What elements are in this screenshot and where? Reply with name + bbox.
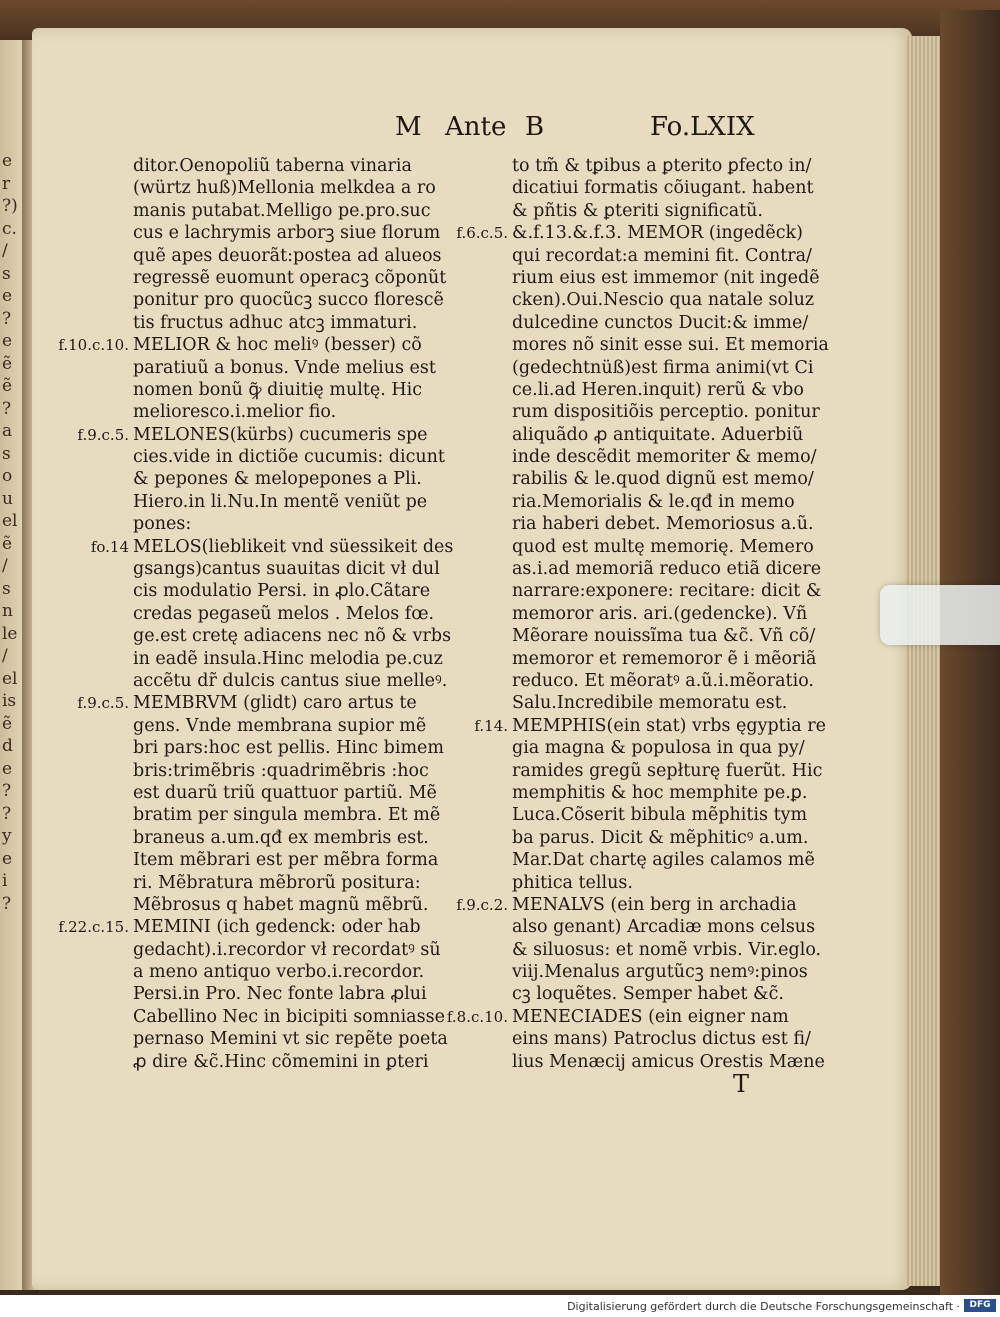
text-line bbox=[133, 513, 453, 535]
margin-letter: e bbox=[2, 151, 13, 171]
line-text: pones: bbox=[133, 514, 192, 535]
text-line bbox=[512, 625, 829, 647]
line-text: ponitur pro quocũcꝫ succo florescẽ bbox=[133, 290, 444, 311]
line-text: MELIOR & hoc meliꝰ (besser) cõ bbox=[133, 335, 422, 356]
text-line bbox=[90, 536, 454, 558]
line-text: Cabellino Nec in bicipiti somniasse bbox=[133, 1006, 445, 1027]
text-line bbox=[133, 222, 453, 244]
margin-letter: / bbox=[2, 556, 8, 576]
line-text: gsangs)cantus suauitas dicit vł dul bbox=[133, 559, 440, 580]
text-line bbox=[512, 177, 829, 199]
margin-letter: s bbox=[2, 443, 11, 464]
text-line bbox=[133, 1006, 453, 1028]
text-line bbox=[133, 267, 453, 289]
margin-letter: e bbox=[2, 848, 13, 869]
line-text: cken).Oui.Nescio qua natale soluz bbox=[512, 290, 815, 311]
text-line bbox=[133, 983, 453, 1005]
line-text: mores nõ sinit esse sui. Et memoria bbox=[512, 335, 829, 356]
margin-letter: e bbox=[2, 286, 13, 306]
text-line bbox=[512, 379, 829, 401]
margin-letter: ? bbox=[2, 308, 12, 329]
text-line bbox=[512, 760, 829, 782]
folio-reference: fo.14 bbox=[90, 537, 129, 556]
text-line bbox=[133, 491, 453, 513]
line-text: manis putabat.Melligo pe.pro.suc bbox=[133, 200, 431, 221]
line-text: ria.Memorialis & le.qđ in memo bbox=[512, 491, 795, 512]
line-text: est duarũ triũ quattuor partiũ. Mẽ bbox=[133, 782, 437, 803]
right-text-column bbox=[446, 155, 829, 1073]
margin-letter: el bbox=[2, 511, 18, 531]
line-text: MENALVS (ein berg in archadia bbox=[512, 894, 797, 915]
folio-reference: f.6.c.5. bbox=[456, 224, 508, 243]
text-line bbox=[512, 267, 829, 289]
margin-letter: c. bbox=[2, 218, 17, 239]
line-text: MEMBRVM (glidt) caro artus te bbox=[133, 693, 417, 714]
running-head-word: Ante bbox=[445, 112, 507, 142]
margin-letter: s bbox=[2, 263, 11, 284]
line-text: MEMINI (ich gedenck: oder hab bbox=[133, 917, 421, 938]
line-text: nomen bonũ ꝙ̃ diuitię multę. Hic bbox=[133, 379, 422, 400]
line-text: memoror et rememoror ẽ i mẽoriã bbox=[512, 648, 817, 669]
text-line bbox=[512, 670, 829, 692]
text-line bbox=[512, 1051, 829, 1073]
margin-letter: e bbox=[2, 758, 13, 779]
margin-letter: ? bbox=[2, 803, 12, 824]
text-line bbox=[512, 939, 829, 961]
line-text: Persi.in Pro. Nec fonte labra ꝓlui bbox=[133, 984, 427, 1005]
text-line bbox=[512, 737, 829, 759]
margin-letter: e bbox=[2, 331, 13, 351]
line-text: ꝓ dire &c̃.Hinc cõmemini in ꝑteri bbox=[133, 1051, 429, 1072]
text-line bbox=[133, 715, 453, 737]
line-text: quod est multę memorię. Memero bbox=[512, 536, 814, 557]
text-line bbox=[446, 1006, 829, 1028]
folio-reference: f.8.c.10. bbox=[446, 1007, 508, 1026]
line-text: ce.li.ad Heren.inquit) rerũ & vbo bbox=[512, 379, 804, 400]
margin-letter: le bbox=[2, 623, 18, 644]
text-line bbox=[512, 424, 829, 446]
text-line bbox=[133, 737, 453, 759]
line-text: Mẽbrosus q habet magnũ mẽbrũ. bbox=[133, 894, 429, 915]
text-line bbox=[133, 1051, 453, 1073]
text-line bbox=[512, 558, 829, 580]
line-text: MEMPHIS(ein stat) vrbs ęgyptia re bbox=[512, 715, 827, 736]
line-text: ria haberi debet. Memoriosus a.ũ. bbox=[512, 514, 814, 535]
text-line bbox=[58, 916, 453, 938]
margin-letter: n bbox=[2, 601, 13, 621]
line-text: as.i.ad memoriã reduco etiã dicere bbox=[512, 559, 822, 580]
text-line bbox=[77, 424, 453, 446]
line-text: MENECIADES (ein eigner nam bbox=[512, 1006, 789, 1027]
left-page-margin-text bbox=[2, 150, 20, 915]
text-line bbox=[512, 491, 829, 513]
text-line bbox=[133, 894, 453, 916]
line-text: cꝫ loquẽtes. Semper habet &c̃. bbox=[512, 984, 784, 1005]
line-text: in eadẽ insula.Hinc melodia pe.cuz bbox=[133, 648, 443, 669]
line-text: viij.Menalus argutũcꝫ nemꝰ:pinos bbox=[512, 962, 808, 983]
text-line bbox=[133, 177, 453, 199]
line-text: also genant) Arcadiæ mons celsus bbox=[512, 917, 816, 938]
line-text: qui recordat:a memini fit. Contra/ bbox=[512, 245, 812, 266]
line-text: lius Menæcij amicus Orestis Mæne bbox=[512, 1051, 825, 1072]
line-text: MELONES(kürbs) cucumeris spe bbox=[133, 424, 428, 445]
text-line bbox=[133, 312, 453, 334]
text-line bbox=[133, 379, 453, 401]
footer-text: Digitalisierung gefördert durch die Deutsche Forschungsgemeinschaft · bbox=[567, 1300, 960, 1313]
line-text: dulcedine cunctos Ducit:& imme/ bbox=[512, 312, 809, 333]
line-text: dicatiui formatis cõiugant. habent bbox=[512, 178, 814, 199]
line-text: gedacht).i.recordor vł recordatꝰ sũ bbox=[133, 939, 441, 960]
line-text: credas pegaseũ melos . Melos fœ. bbox=[133, 603, 435, 624]
text-line bbox=[512, 289, 829, 311]
text-line bbox=[512, 782, 829, 804]
margin-letter: ẽ bbox=[2, 353, 13, 374]
text-line bbox=[133, 670, 453, 692]
text-line bbox=[133, 648, 453, 670]
text-line bbox=[512, 155, 829, 177]
line-text: accẽtu dr̃ dulcis cantus siue melleꝰ. bbox=[133, 670, 448, 691]
line-text: (würtz huß)Mellonia melkdea a ro bbox=[133, 178, 436, 199]
margin-letter: ? bbox=[2, 893, 12, 914]
margin-letter: ? bbox=[2, 781, 12, 801]
line-text: rum dispositiõis perceptio. ponitur bbox=[512, 402, 820, 423]
margin-letter: u bbox=[2, 488, 13, 509]
margin-letter: a bbox=[2, 421, 13, 441]
line-text: Salu.Incredibile memoratu est. bbox=[512, 693, 788, 714]
folio-reference: f.9.c.5. bbox=[77, 425, 129, 444]
margin-letter: ?) bbox=[2, 196, 18, 216]
margin-letter: ẽ bbox=[2, 713, 13, 734]
text-line bbox=[456, 222, 829, 244]
folio-reference: f.22.c.15. bbox=[58, 918, 129, 937]
margin-letter: / bbox=[2, 241, 8, 261]
text-line bbox=[133, 200, 453, 222]
line-text: (gedechtnüß)est firma animi(vt Ci bbox=[512, 357, 814, 378]
line-text: rium eius est immemor (nit ingedẽ bbox=[512, 267, 820, 288]
text-line bbox=[133, 558, 453, 580]
margin-letter: d bbox=[2, 736, 13, 756]
folio-reference: f.9.c.2. bbox=[456, 895, 508, 914]
line-text: tis fructus adhuc atcꝫ immaturi. bbox=[133, 312, 418, 333]
margin-letter: / bbox=[2, 646, 8, 666]
line-text: bratim per singula membra. Et mẽ bbox=[133, 805, 441, 826]
text-line bbox=[512, 1028, 829, 1050]
text-line bbox=[133, 245, 453, 267]
line-text: bri pars:hoc est pellis. Hinc bimem bbox=[133, 738, 445, 759]
text-line bbox=[133, 872, 453, 894]
text-line bbox=[133, 580, 453, 602]
page-clip-marker bbox=[880, 585, 1000, 645]
margin-letter: is bbox=[2, 691, 17, 711]
line-text: ramides gregũ sepłturę fuerũt. Hic bbox=[512, 760, 823, 781]
folio-reference: f.10.c.10. bbox=[58, 336, 129, 355]
line-text: ba parus. Dicit & mẽphiticꝰ a.um. bbox=[512, 827, 809, 848]
folio-reference: f.9.c.5. bbox=[77, 694, 129, 713]
text-line bbox=[512, 312, 829, 334]
text-line bbox=[512, 603, 829, 625]
margin-letter: y bbox=[2, 826, 12, 846]
line-text: & pepones & melopepones a Pli. bbox=[133, 469, 422, 490]
text-line bbox=[133, 357, 453, 379]
line-text: to tm̃ & tꝑibus a ꝑterito ꝑfecto in/ bbox=[512, 156, 812, 176]
text-line bbox=[133, 782, 453, 804]
page-edges bbox=[905, 36, 945, 1286]
text-line bbox=[512, 245, 829, 267]
line-text: ge.est cretę adiacens nec nõ & vrbs bbox=[133, 626, 452, 647]
line-text: MELOS(lieblikeit vnd süessikeit des bbox=[133, 536, 454, 557]
margin-letter: ẽ bbox=[2, 533, 13, 554]
text-line bbox=[512, 513, 829, 535]
line-text: Luca.Cõserit bibula mẽphitis tym bbox=[512, 805, 808, 826]
text-line bbox=[133, 289, 453, 311]
margin-letter: o bbox=[2, 466, 13, 486]
line-text: cus e lachrymis arborꝫ siue florum bbox=[133, 223, 441, 244]
running-head-letter-2: B bbox=[525, 112, 545, 142]
book-cover-right bbox=[940, 10, 1000, 1295]
text-line bbox=[512, 827, 829, 849]
text-line bbox=[133, 401, 453, 423]
text-line bbox=[512, 983, 829, 1005]
line-text: inde descẽdit memoriter & memo/ bbox=[512, 447, 817, 468]
line-text: memphitis & hoc memphite pe.ꝑ. bbox=[512, 782, 808, 803]
line-text: bris:trimẽbris :quadrimẽbris :hoc bbox=[133, 760, 429, 781]
text-line bbox=[133, 760, 453, 782]
line-text: ri. Mẽbratura mẽbrorũ positura: bbox=[133, 872, 421, 893]
text-line bbox=[133, 961, 453, 983]
folio-reference: f.14. bbox=[474, 716, 508, 735]
line-text: reduco. Et mẽoratꝰ a.ũ.i.mẽoratio. bbox=[512, 670, 814, 691]
text-line bbox=[512, 446, 829, 468]
line-text: aliquãdo ꝓ antiquitate. Aduerbiũ bbox=[512, 424, 804, 445]
line-text: eins mans) Patroclus dictus est fi/ bbox=[512, 1029, 811, 1050]
text-line bbox=[133, 468, 453, 490]
folio-number: Fo.LXIX bbox=[650, 112, 755, 142]
text-line bbox=[512, 200, 829, 222]
line-text: melioresco.i.melior fio. bbox=[133, 402, 337, 423]
text-line bbox=[58, 334, 453, 356]
text-line bbox=[512, 468, 829, 490]
line-text: memoror aris. ari.(gedencke). Vñ bbox=[512, 603, 808, 624]
margin-letter: r bbox=[2, 173, 11, 194]
margin-letter: el bbox=[2, 668, 18, 689]
margin-letter: s bbox=[2, 578, 11, 599]
text-line bbox=[133, 446, 453, 468]
text-line bbox=[512, 804, 829, 826]
text-line bbox=[133, 625, 453, 647]
line-text: rabilis & le.quod dignũ est memo/ bbox=[512, 469, 814, 490]
text-line bbox=[512, 357, 829, 379]
text-line bbox=[512, 648, 829, 670]
text-line bbox=[474, 715, 829, 737]
text-line bbox=[133, 603, 453, 625]
line-text: Item mẽbrari est per mẽbra forma bbox=[133, 850, 439, 871]
line-text: narrare:exponere: recitare: dicit & bbox=[512, 581, 822, 602]
margin-letter: ? bbox=[2, 398, 12, 419]
text-line bbox=[512, 916, 829, 938]
line-text: gens. Vnde membrana supior mẽ bbox=[133, 715, 427, 736]
margin-letter: i bbox=[2, 871, 8, 891]
line-text: & pñtis & ꝑteriti significatũ. bbox=[512, 200, 763, 221]
catchword: T bbox=[733, 1070, 750, 1098]
text-line bbox=[512, 872, 829, 894]
running-head-letter: M bbox=[395, 112, 422, 142]
line-text: ditor.Oenopoliũ taberna vinaria bbox=[133, 156, 412, 176]
text-line bbox=[512, 580, 829, 602]
line-text: a meno antiquo verbo.i.recordor. bbox=[133, 962, 425, 983]
left-text-column bbox=[58, 155, 454, 1073]
line-text: paratiuũ a bonus. Vnde melius est bbox=[133, 357, 436, 378]
text-line bbox=[133, 1028, 453, 1050]
line-text: & siluosus: et nomẽ vrbis. Vir.eglo. bbox=[512, 939, 822, 960]
line-text: cis modulatio Persi. in ꝓlo.Cãtare bbox=[133, 581, 431, 602]
text-line bbox=[512, 961, 829, 983]
text-line bbox=[77, 692, 453, 714]
line-text: phitica tellus. bbox=[512, 872, 633, 893]
line-text: regressẽ euomunt operacꝫ cõponũt bbox=[133, 267, 447, 288]
line-text: Mẽorare nouissĩma tua &c̃. Vñ cõ/ bbox=[512, 626, 816, 647]
line-text: braneus a.um.qđ ex membris est. bbox=[133, 827, 429, 848]
text-line bbox=[133, 804, 453, 826]
text-line bbox=[512, 849, 829, 871]
line-text: Hiero.in li.Nu.In mentẽ veniũt pe bbox=[133, 491, 428, 512]
text-line bbox=[512, 334, 829, 356]
footer-credit bbox=[0, 1295, 1000, 1317]
text-line bbox=[133, 155, 453, 177]
text-line bbox=[133, 827, 453, 849]
text-line bbox=[456, 894, 829, 916]
text-line bbox=[133, 849, 453, 871]
text-line bbox=[512, 401, 829, 423]
line-text: Mar.Dat chartę agiles calamos mẽ bbox=[512, 850, 815, 871]
text-line bbox=[133, 939, 453, 961]
line-text: &.f.13.&.f.3. MEMOR (ingedẽck) bbox=[512, 223, 803, 244]
line-text: quẽ apes deuorãt:postea ad alueos bbox=[133, 245, 442, 266]
margin-letter: ẽ bbox=[2, 376, 13, 396]
text-line bbox=[512, 692, 829, 714]
line-text: cies.vide in dictiõe cucumis: dicunt bbox=[133, 447, 445, 468]
dfg-logo: DFG bbox=[964, 1299, 996, 1312]
line-text: pernaso Memini vt sic repẽte poeta bbox=[133, 1029, 448, 1050]
text-line bbox=[512, 536, 829, 558]
line-text: gia magna & populosa in qua py/ bbox=[512, 738, 805, 759]
